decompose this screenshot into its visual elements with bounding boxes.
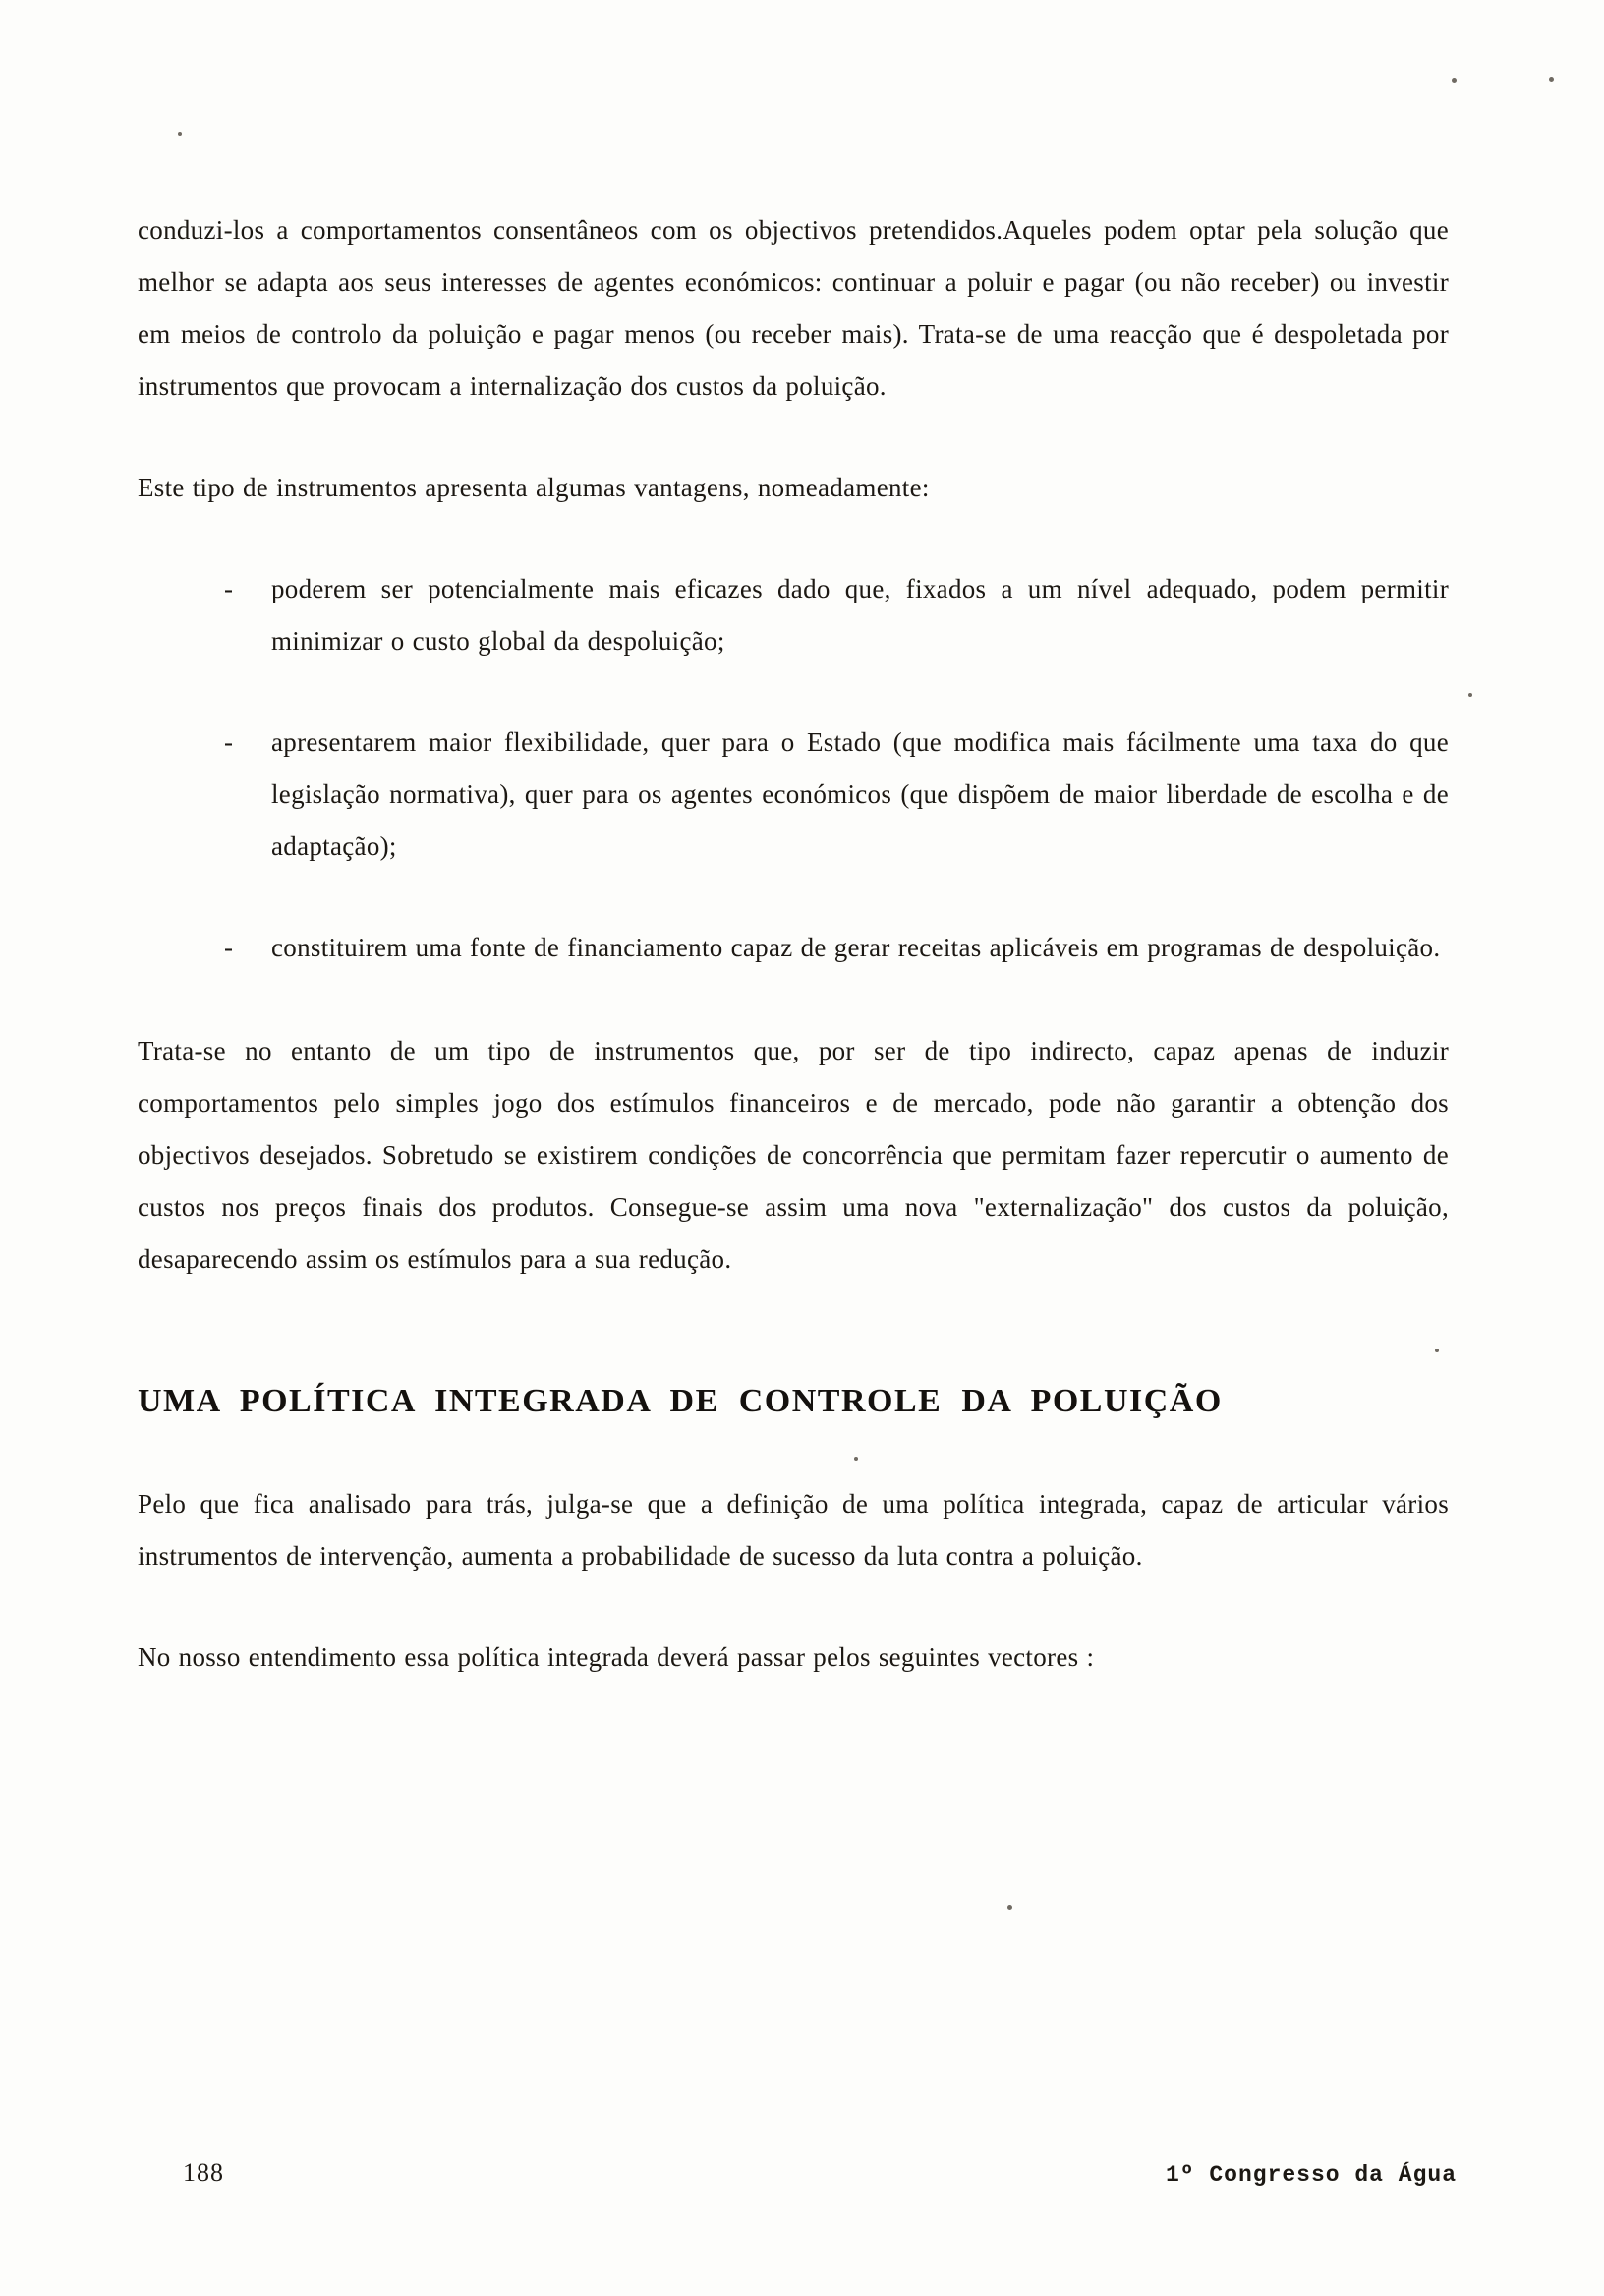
page-number: 188: [183, 2158, 224, 2187]
scan-artifact-dot: [1452, 78, 1457, 83]
bullet-item: [138, 717, 1449, 873]
paragraph-4: Pelo que fica analisado para trás, julga-se que a definição de uma política integrada, capaz de articular vários instrumentos de intervenção, aumenta a probabilidade de sucesso da luta contra a poluição.: [138, 1489, 1449, 1571]
bullet-text: poderem ser potencialmente mais eficazes dado que, fixados a um nível adequado, podem permitir minimizar o custo global da despoluição;: [271, 574, 1449, 656]
section-heading: UMA POLÍTICA INTEGRADA DE CONTROLE DA POLUIÇÃO: [138, 1383, 1223, 1419]
scan-artifact-dot: [178, 132, 182, 136]
bullet-text: constituirem uma fonte de financiamento capaz de gerar receitas aplicáveis em programas de despoluição.: [271, 933, 1441, 962]
scan-artifact-dot: [1468, 693, 1472, 697]
advantages-bullet-list: [138, 563, 1449, 974]
bullet-text: apresentarem maior flexibilidade, quer para o Estado (que modifica mais fácilmente uma taxa do que legislação normativa), quer para os agentes económicos (que dispõem de maior liberdade de escolha e de adaptação);: [271, 727, 1449, 861]
paragraph-1: conduzi-los a comportamentos consentâneos com os objectivos pretendidos.Aqueles podem optar pela solução que melhor se adapta aos seus interesses de agentes económicos: continuar a poluir e pagar (ou não receber) ou investir em meios de controlo da poluição e pagar menos (ou receber mais). Trata-se de uma reacção que é despoletada por instrumentos que provocam a internalização dos custos da poluição.: [138, 215, 1449, 401]
paragraph-2: Este tipo de instrumentos apresenta algumas vantagens, nomeadamente:: [138, 473, 930, 502]
scan-artifact-dot: [1007, 1905, 1012, 1910]
page-content: [138, 204, 1449, 1733]
footer-congress-title: 1º Congresso da Água: [1165, 2162, 1457, 2188]
bullet-item: [138, 563, 1449, 667]
bullet-item: [138, 922, 1449, 974]
bullet-dash: -: [224, 727, 234, 757]
paragraph-5: No nosso entendimento essa política integrada deverá passar pelos seguintes vectores :: [138, 1642, 1095, 1672]
scan-artifact-dot: [1549, 77, 1554, 82]
page-footer: [138, 2158, 1457, 2188]
bullet-dash: -: [224, 933, 234, 962]
bullet-dash: -: [224, 574, 234, 603]
paragraph-3: Trata-se no entanto de um tipo de instrumentos que, por ser de tipo indirecto, capaz apenas de induzir comportamentos pelo simples jogo dos estímulos financeiros e de mercado, pode não garantir a obtenção dos objectivos desejados. Sobretudo se existirem condições de concorrência que permitam fazer repercutir o aumento de custos nos preços finais dos produtos. Consegue-se assim uma nova "externalização" dos custos da poluição, desaparecendo assim os estímulos para a sua redução.: [138, 1036, 1449, 1274]
